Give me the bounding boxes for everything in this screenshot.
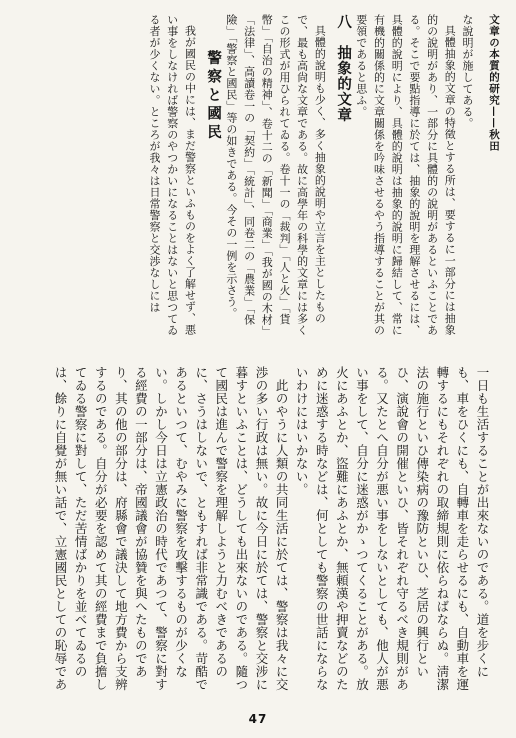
running-head: 文章の本質的研究——秋田 bbox=[488, 14, 500, 152]
paragraph: 具體的說明も少く、多く抽象的說明や立言を主としたもので、最も高尙な文章である。故に高學年の科學的文章には多くこの形式が用ひられてゐる。卷十一の「裁判」「人と火」「貨幣」「自治の精神」、卷十二の「新聞」「商業」「我が國の木材」「法律」、高讀卷一の「契約」「統計」、同卷二の「農業」「保險」「警察と國民」等の如きである。今その一例を示さう。 bbox=[224, 14, 327, 337]
section-heading: 八 抽象的文章 bbox=[335, 14, 353, 123]
example-heading: 警察と國民 bbox=[205, 50, 223, 143]
paragraph: 我が國民の中には、まだ警察といふものをよく了解せず、悪い事をしなければ警察のやつかいになることはないと思つてゐる者が少くない。ところが我々は日常警察と交渉なしには bbox=[148, 14, 197, 336]
upper-text-column bbox=[140, 14, 476, 339]
lower-text-column bbox=[20, 366, 492, 696]
paragraph: な說明が施してある。 bbox=[461, 14, 474, 129]
paragraph: 此のやうに人類の共同生活に於ては、警察は我々に交渉の多い行政は無い。故に今日に於ては、警察と交涉に暮すといふことは、どうしても出來ないのである。隨つて國民は進んで警察を理解しようと力むべきであるのに、さうはしないで、ともすれば非常識である。苛酷であるといつて、むやみに警察を攻擊するものが少くない。しかし今日は立憲政治の時代であつて、警察に對する經費の一部分は、帝國議會が協贊を與へたものであり、其の他の部分は、府縣會で議決して地方費から支辨するのである。自分が必要を認めて其の經費まで負擔してゐる警察に對して、ただ苦情ばかりを並べてゐるのは、餘りに自覺が無い話で、立憲國民としての恥辱であ bbox=[53, 366, 290, 691]
paragraph: 具體抽象的文章の特徵とする所は、要するに一部分には抽象的の說明があり、一部分に具體的の說明があるといふことである。そこで要點指導に於ては、抽象的說明を理解させるには、具體的說明により、具體的說明は抽象的說明に歸結して、常に有機的關係的に文章關係を吟味させるやう指導することが其の要領であると思ふ。 bbox=[354, 14, 457, 336]
page-number: 47 bbox=[248, 712, 268, 726]
paragraph: 一日も生活することが出來ないのである。道を步くにも、車をひくにも、自轉車を走らせるにも、自動車を運轉するにもそれぞれの取締規則に依らねばならぬ。淸潔法の施行といひ傳染病の豫防といひ、芝居の興行といひ、演說會の開催といひ、皆それぞれ守るべき規則がある。又たとへ自分が悪い事をしないとしても、他人が悪い事をして、自分に迷惑がかゝつてくることがある。放火にあふとか、盜難にあふとか、無頼漢や押賣などのために迷惑する時などは、何としても警察の世話にならないわけにはいかない。 bbox=[294, 366, 490, 691]
